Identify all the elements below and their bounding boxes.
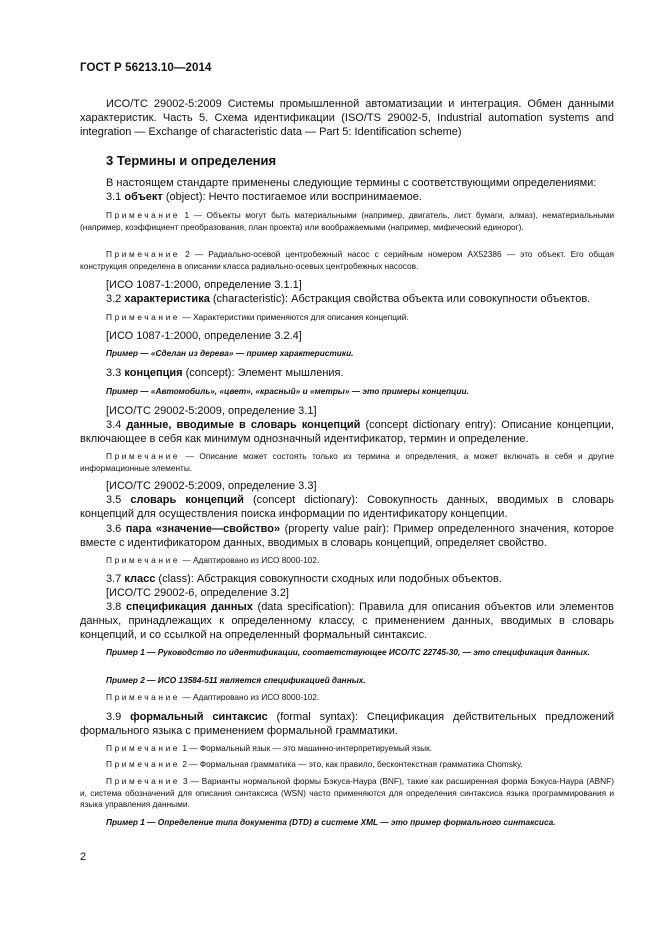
term-number: 3.5 — [106, 494, 122, 506]
example-3-9-1: Пример 1 — Определение типа документа (DTD) в системе XML — это пример формального синтаксиса. — [106, 817, 556, 827]
note-label: Примечание — [106, 743, 181, 753]
term-name: формальный синтаксис — [130, 711, 268, 723]
term-3-6 — [80, 522, 614, 550]
term-number: 3.4 — [106, 419, 122, 431]
note-3-1-1 — [80, 210, 614, 233]
term-3-3 — [80, 366, 614, 380]
term-name: характеристика — [124, 293, 210, 305]
term-3-9 — [80, 710, 614, 738]
term-definition: (object): Нечто постигаемое или воспринимаемое. — [162, 191, 422, 203]
term-3-5 — [80, 493, 614, 521]
term-definition: (concept dictionary entry): Описание концепции, включающее в себя как минимум однозначный идентификатор, термин и определение. — [80, 419, 615, 445]
term-3-4 — [80, 418, 614, 446]
document-id-header: ГОСТ Р 56213.10—2014 — [80, 62, 212, 74]
note-3-4 — [80, 451, 614, 474]
note-3-9-1 — [80, 743, 614, 755]
term-definition: (concept dictionary): Совокупность данных, вводимых в словарь концепций для осуществления поиска информации по идентификатору концепции. — [80, 494, 614, 520]
example-3-2: Пример — «Сделан из дерева» — пример характеристики. — [106, 348, 354, 358]
term-3-1 — [80, 190, 614, 204]
term-definition: (class): Абстракция совокупности сходных или подобных объектов. — [155, 573, 502, 585]
note-3-9-3 — [80, 776, 614, 811]
term-name: класс — [124, 573, 156, 585]
source-3-7: [ИСО/ТС 29002-6, определение 3.2] — [106, 587, 289, 599]
term-number: 3.3 — [106, 367, 122, 379]
example-3-8-2: Пример 2 — ИСО 13584-511 является спецификацией данных. — [106, 675, 366, 685]
example-3-8-1: Пример 1 — Руководство по идентификации, соответствующее ИСО/ТС 22745-30, — это спецификация данных. — [106, 647, 590, 657]
note-label: Примечание — [106, 451, 181, 461]
note-3-6 — [80, 555, 614, 567]
term-3-8 — [80, 600, 614, 642]
term-definition: (formal syntax): Спецификация действительных предложений формального языка с применением формальной грамматики. — [80, 711, 614, 737]
source-3-2: [ИСО 1087-1:2000, определение 3.2.4] — [106, 330, 302, 342]
note-3-9-2 — [80, 759, 614, 771]
note-label: Примечание — [106, 759, 181, 769]
note-text: — Адаптировано из ИСО 8000-102. — [180, 692, 320, 702]
note-text: 2 — Радиально-осевой центробежный насос с серийным номером АХ52386 — это объект. Его общая конструкция определена в описании класса радиально-осевых центробежных насосов. — [80, 249, 614, 271]
note-3-8 — [80, 692, 614, 704]
note-text: 1 — Формальный язык — это машинно-интерпретируемый язык. — [180, 743, 433, 753]
note-text: 3 — Варианты нормальной формы Бэкуса-Наура (BNF), такие как расширенная форма Бэкуса-Наура (ABNF) и, система обозначений для описания синтаксиса (WSN) часто применяются для определения синтаксиса языка программирования и языка управления данными. — [80, 776, 614, 809]
term-name: объект — [124, 191, 163, 203]
note-label: Примечание — [106, 692, 181, 702]
note-text: 1 — Объекты могут быть материальными (например, двигатель, лист бумаги, алмаз), нематериальными (например, коэффициент преобразования, план проекта) или воображаемыми (например, мифический единорог). — [80, 210, 614, 232]
note-3-2 — [80, 312, 614, 324]
term-number: 3.7 — [106, 573, 122, 585]
note-text: — Характеристики применяются для описания концепций. — [180, 312, 409, 322]
term-name: концепция — [124, 367, 183, 379]
section-title: 3 Термины и определения — [106, 153, 277, 168]
note-label: Примечание — [106, 776, 181, 786]
term-number: 3.9 — [106, 711, 122, 723]
term-definition: (property value pair): Пример определенного значения, которое вместе с идентификатором данных, вводимых в словарь концепций, определяет свойство. — [80, 523, 615, 549]
note-label: Примечание — [106, 249, 181, 259]
source-3-3: [ИСО/ТС 29002-5:2009, определение 3.1] — [106, 405, 317, 417]
note-label: Примечание — [106, 210, 181, 220]
term-number: 3.1 — [106, 191, 122, 203]
note-3-1-2 — [80, 249, 614, 272]
term-definition: (characteristic): Абстракция свойства объекта или совокупности объектов. — [209, 293, 591, 305]
source-3-1: [ИСО 1087-1:2000, определение 3.1.1] — [106, 279, 302, 291]
term-number: 3.2 — [106, 293, 122, 305]
source-3-4: [ИСО/ТС 29002-5:2009, определение 3.3] — [106, 480, 317, 492]
term-name: словарь концепций — [130, 494, 244, 506]
term-number: 3.8 — [106, 601, 122, 613]
note-text: 2 — Формальная грамматика — это, как правило, бесконтекстная грамматика Chomsky. — [180, 759, 523, 769]
note-label: Примечание — [106, 555, 181, 565]
term-number: 3.6 — [106, 523, 122, 535]
page-number: 2 — [80, 851, 87, 863]
note-text: — Описание может состоять только из термина и определения, а может включать в себя и другие информационные элементы. — [80, 451, 614, 473]
term-3-7 — [80, 572, 614, 586]
term-name: спецификация данных — [125, 601, 253, 613]
note-label: Примечание — [106, 312, 181, 322]
term-definition: (data specification): Правила для описания объектов или элементов данных, принадлежащих к определенному классу, с применением данных, вводимых в словарь концепций, и со ссылкой на определенный формальный синтаксис. — [80, 601, 614, 641]
note-text: — Адаптировано из ИСО 8000-102. — [180, 555, 320, 565]
term-name: данные, вводимые в словарь концепций — [126, 419, 361, 431]
intro-text: В настоящем стандарте применены следующие термины с соответствующими определениями: — [106, 177, 597, 189]
normative-reference: ИСО/ТС 29002-5:2009 Системы промышленной автоматизации и интеграция. Обмен данными характеристик. Часть 5. Схема идентификации (ISO/TS 29002-5, Industrial automation systems and integration — Exchange of characteristic data — Part 5: Identification scheme) — [80, 98, 614, 138]
example-3-3: Пример — «Автомобиль», «цвет», «красный» и «метры» — это примеры концепции. — [106, 386, 469, 396]
term-name: пара «значение—свойство» — [125, 523, 281, 535]
term-3-2 — [80, 292, 614, 306]
term-definition: (concept): Элемент мышления. — [182, 367, 344, 379]
